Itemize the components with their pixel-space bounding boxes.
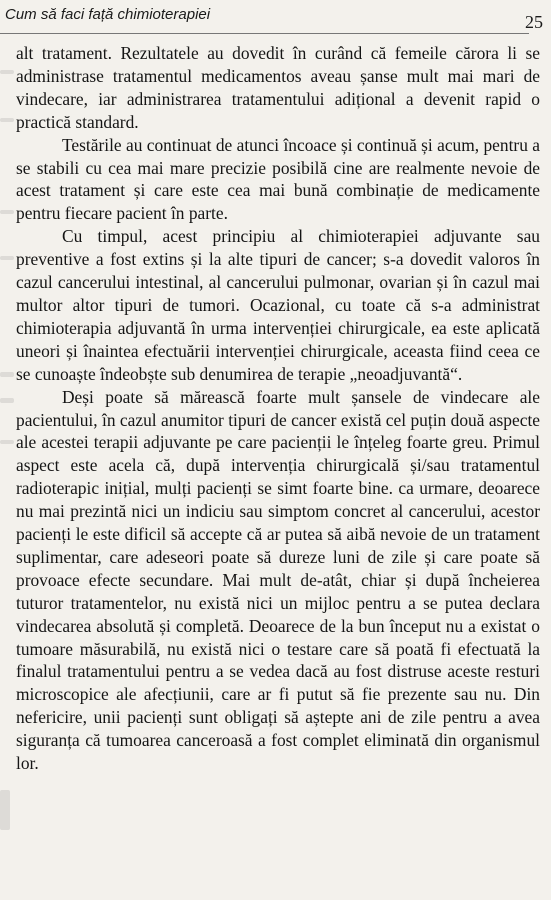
body-text [16, 42, 540, 775]
header-rule [0, 33, 529, 34]
bleed-mark [0, 256, 14, 260]
bleed-mark [0, 790, 10, 830]
bleed-mark [0, 70, 14, 74]
running-header: Cum să faci față chimioterapiei [5, 6, 211, 23]
bleed-mark [0, 210, 14, 214]
bleed-mark [0, 440, 14, 444]
paragraph-3: Cu timpul, acest principiu al chimioterapiei adjuvante sau preventive a fost extins și la alte tipuri de cancer; s-a dovedit valoros în cazul cancerului intestinal, al cancerului pulmonar, ovarian și în cazul mai multor altor tipuri de tumori. Ocazional, cu toate că s-a administrat chimioterapia adjuvantă în urma intervenției chirurgicale, ea este aplicată uneori și înaintea efectuării intervenției chirurgicale, aceasta fiind ceea ce se cunoaște îndeobște sub denumirea de terapie „neoadjuvantă“. [16, 226, 540, 384]
bleed-mark [0, 118, 14, 122]
paragraph-4: Deși poate să mărească foarte mult șansele de vindecare ale pacientului, în cazul anumitor tipuri de cancer există cel puțin două aspecte ale acestei terapii adjuvante pe care pacienții le înțeleg foarte greu. Primul aspect este acela că, după intervenția chirurgicală și/sau tratamentul radioterapic inițial, mulți pacienți se simt foarte bine. ca urmare, deoarece nu mai prezintă nici un indiciu sau simptom concret al cancerului, acestor pacienți le este dificil să accepte că ar putea să aibă nevoie de un tratament suplimentar, care adeseori poate să dureze luni de zile și care poate să provoace efecte secundare. Mai mult de-atât, chiar și după încheierea tuturor tratamentelor, nu există nici un mijloc pentru a se putea declara vindecarea absolută și completă. Deoarece de la bun început nu a existat o tumoare măsurabilă, nu există nici o testare care să poată fi efectuată la finalul tratamentului pentru a se vedea dacă au fost distruse aceste resturi microscopice ale afecțiunii, care ar fi putut să fie prezente sau nu. Din nefericire, unii pacienți sunt obligați să aștepte ani de zile pentru a avea siguranța că tumoarea canceroasă a fost complet eliminată din organismul lor. [16, 386, 540, 774]
paragraph-2: Testările au continuat de atunci încoace și continuă și acum, pentru a se stabili cu cea mai mare precizie posibilă cine are realmente nevoie de acest tratament și care este cea mai bună combinație de medicamente pentru fiecare pacient în parte. [16, 134, 540, 224]
paragraph-1: alt tratament. Rezultatele au dovedit în curând că femeile cărora li se administrase tratamentul medicamentos aveau șanse mult mai mari de vindecare, iar administrarea tratamentului adițional a devenit rapid o practică standard. [16, 43, 540, 132]
bleed-mark [0, 398, 14, 403]
bleed-mark [0, 372, 14, 377]
page-number: 25 [525, 12, 543, 32]
